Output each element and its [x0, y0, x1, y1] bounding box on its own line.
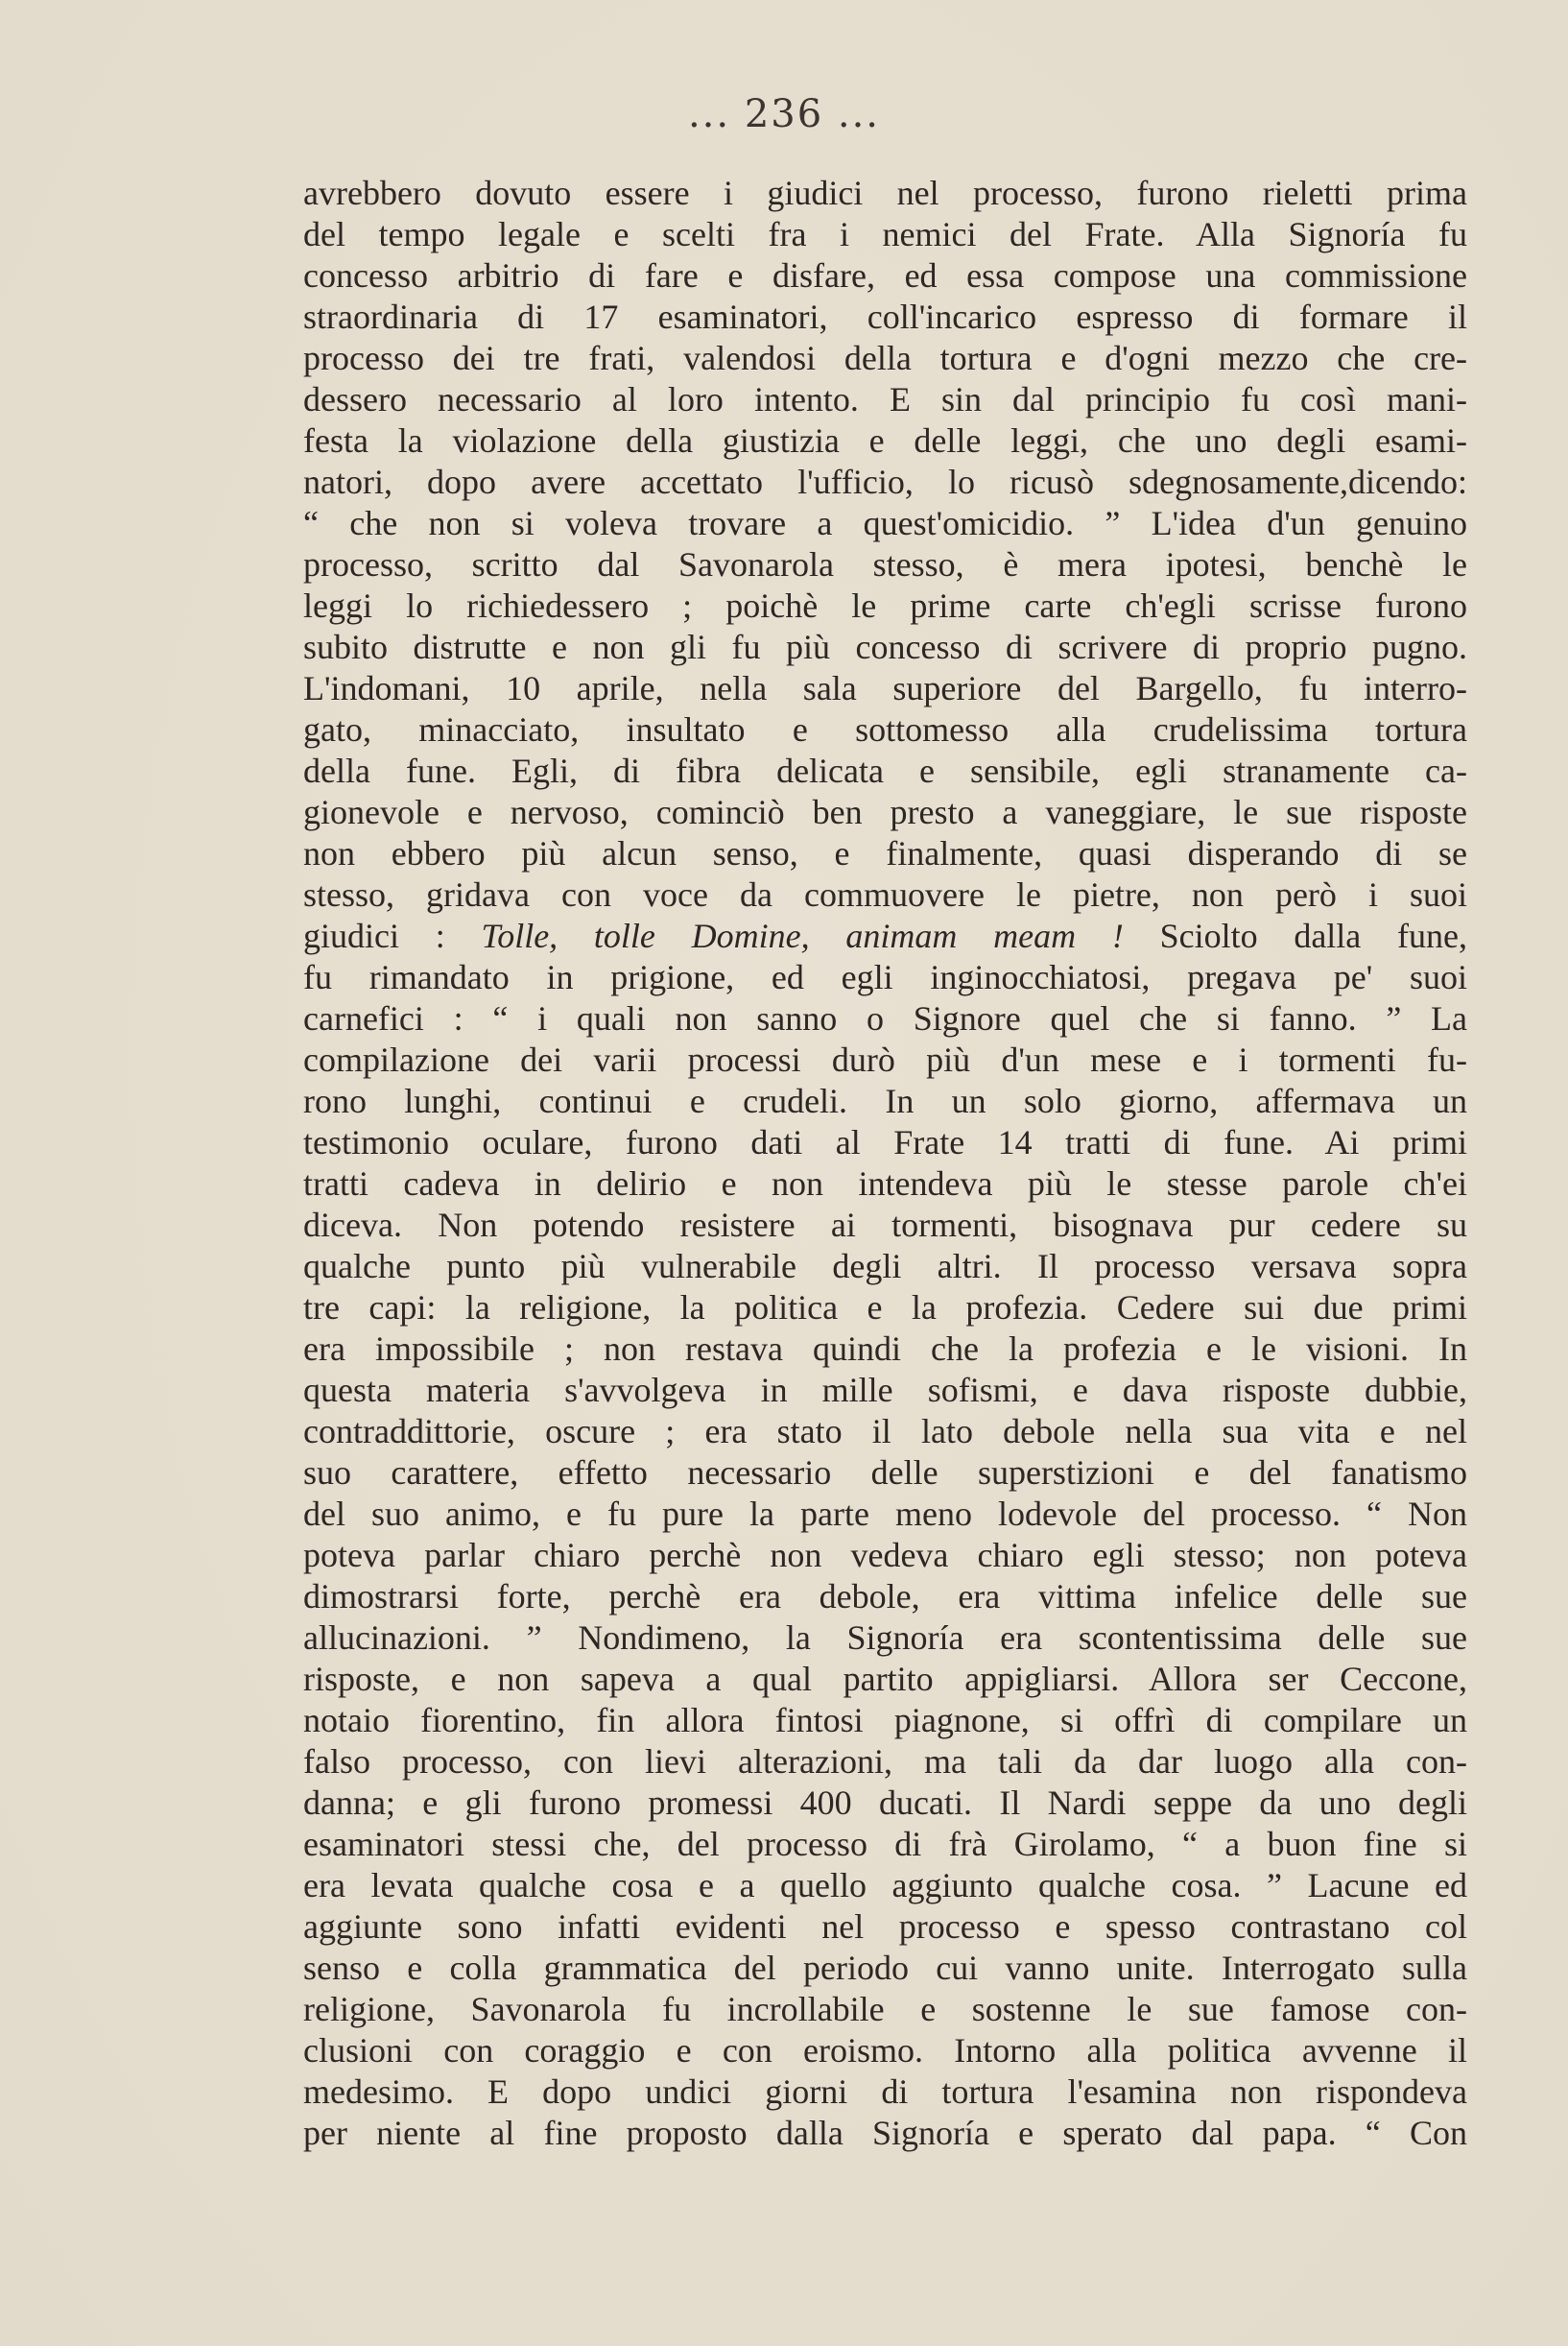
page-number: ... 236 ... [687, 92, 881, 136]
text-line: suo carattere, effetto necessario delle superstizioni e del fanatismo [303, 1453, 1467, 1492]
text-line: processo, scritto dal Savonarola stesso, è mera ipotesi, benchè le [303, 545, 1467, 584]
text-line: fu rimandato in prigione, ed egli inginocchiatosi, pregava pe' suoi [303, 958, 1467, 996]
text-line: religione, Savonarola fu incrollabile e sostenne le sue famose con- [303, 1990, 1467, 2028]
text-line: tratti cadeva in delirio e non intendeva più le stesse parole ch'ei [303, 1164, 1467, 1203]
text-line: concesso arbitrio di fare e disfare, ed essa compose una commissione [303, 256, 1467, 295]
text-line: senso e colla grammatica del periodo cui vanno unite. Interrogato sulla [303, 1949, 1467, 1987]
text-line: era impossibile ; non restava quindi che la profezia e le visioni. In [303, 1329, 1467, 1368]
text-line: “ che non si voleva trovare a quest'omicidio. ” L'idea d'un genuino [303, 504, 1467, 542]
text-line: tre capi: la religione, la politica e la profezia. Cedere sui due primi [303, 1288, 1467, 1327]
text-line: esaminatori stessi che, del processo di frà Girolamo, “ a buon fine si [303, 1825, 1467, 1863]
text-line: aggiunte sono infatti evidenti nel processo e spesso contrastano col [303, 1907, 1467, 1946]
text-line: compilazione dei varii processi durò più d'un mese e i tormenti fu- [303, 1041, 1467, 1079]
text-line: subito distrutte e non gli fu più concesso di scrivere di proprio pugno. [303, 628, 1467, 666]
quote-lead: giudici : [303, 917, 482, 955]
text-line: falso processo, con lievi alterazioni, ma tali da dar luogo alla con- [303, 1742, 1467, 1781]
text-line: qualche punto più vulnerabile degli altri. Il processo versava sopra [303, 1247, 1467, 1285]
quote-tail: Sciolto dalla fune, [1123, 917, 1467, 955]
text-line: stesso, gridava con voce da commuovere le pietre, non però i suoi [303, 875, 1467, 914]
text-line: contraddittorie, oscure ; era stato il lato debole nella sua vita e nel [303, 1412, 1467, 1450]
text-line: del suo animo, e fu pure la parte meno lodevole del processo. “ Non [303, 1495, 1467, 1533]
text-line: per niente al fine proposto dalla Signoría e sperato dal papa. “ Con [303, 2114, 1467, 2152]
text-line: festa la violazione della giustizia e delle leggi, che uno degli esami- [303, 421, 1467, 460]
text-line: avrebbero dovuto essere i giudici nel processo, furono rieletti prima [303, 174, 1467, 212]
text-line: questa materia s'avvolgeva in mille sofismi, e dava risposte dubbie, [303, 1371, 1467, 1409]
text-line: gato, minacciato, insultato e sottomesso alla crudelissima tortura [303, 710, 1467, 749]
text-line: leggi lo richiedessero ; poichè le prime carte ch'egli scrisse furono [303, 586, 1467, 625]
text-line: non ebbero più alcun senso, e finalmente, quasi disperando di se [303, 834, 1467, 873]
text-line: era levata qualche cosa e a quello aggiunto qualche cosa. ” Lacune ed [303, 1866, 1467, 1904]
text-line: processo dei tre frati, valendosi della tortura e d'ogni mezzo che cre- [303, 339, 1467, 377]
text-line: dessero necessario al loro intento. E sin dal principio fu così mani- [303, 380, 1467, 419]
text-line: diceva. Non potendo resistere ai tormenti, bisognava pur cedere su [303, 1206, 1467, 1244]
text-line: L'indomani, 10 aprile, nella sala superiore del Bargello, fu interro- [303, 669, 1467, 707]
text-line-latin-quote [303, 916, 1467, 957]
text-line: straordinaria di 17 esaminatori, coll'incarico espresso di formare il [303, 298, 1467, 336]
text-line: medesimo. E dopo undici giorni di tortura l'esamina non rispondeva [303, 2072, 1467, 2111]
text-line: notaio fiorentino, fin allora fintosi piagnone, si offrì di compilare un [303, 1701, 1467, 1739]
text-line: dimostrarsi forte, perchè era debole, era vittima infelice delle sue [303, 1577, 1467, 1616]
text-line: risposte, e non sapeva a qual partito appigliarsi. Allora ser Ceccone, [303, 1660, 1467, 1698]
text-line: rono lunghi, continui e crudeli. In un solo giorno, affermava un [303, 1082, 1467, 1120]
text-line: clusioni con coraggio e con eroismo. Intorno alla politica avvenne il [303, 2031, 1467, 2070]
text-line: gionevole e nervoso, cominciò ben presto a vaneggiare, le sue risposte [303, 793, 1467, 831]
text-line: della fune. Egli, di fibra delicata e sensibile, egli stranamente ca- [303, 752, 1467, 790]
text-line: danna; e gli furono promessi 400 ducati. Il Nardi seppe da uno degli [303, 1783, 1467, 1822]
latin-quote: Tolle, tolle Domine, animam meam ! [481, 917, 1124, 955]
text-line: testimonio oculare, furono dati al Frate 14 tratti di fune. Ai primi [303, 1123, 1467, 1161]
text-line: del tempo legale e scelti fra i nemici del Frate. Alla Signoría fu [303, 215, 1467, 253]
text-line: natori, dopo avere accettato l'ufficio, lo ricusò sdegnosamente,dicendo: [303, 463, 1467, 501]
text-line: carnefici : “ i quali non sanno o Signore quel che si fanno. ” La [303, 999, 1467, 1038]
body-text [303, 173, 1467, 2154]
text-line: poteva parlar chiaro perchè non vedeva chiaro egli stesso; non poteva [303, 1536, 1467, 1574]
text-line: allucinazioni. ” Nondimeno, la Signoría era scontentissima delle sue [303, 1618, 1467, 1657]
